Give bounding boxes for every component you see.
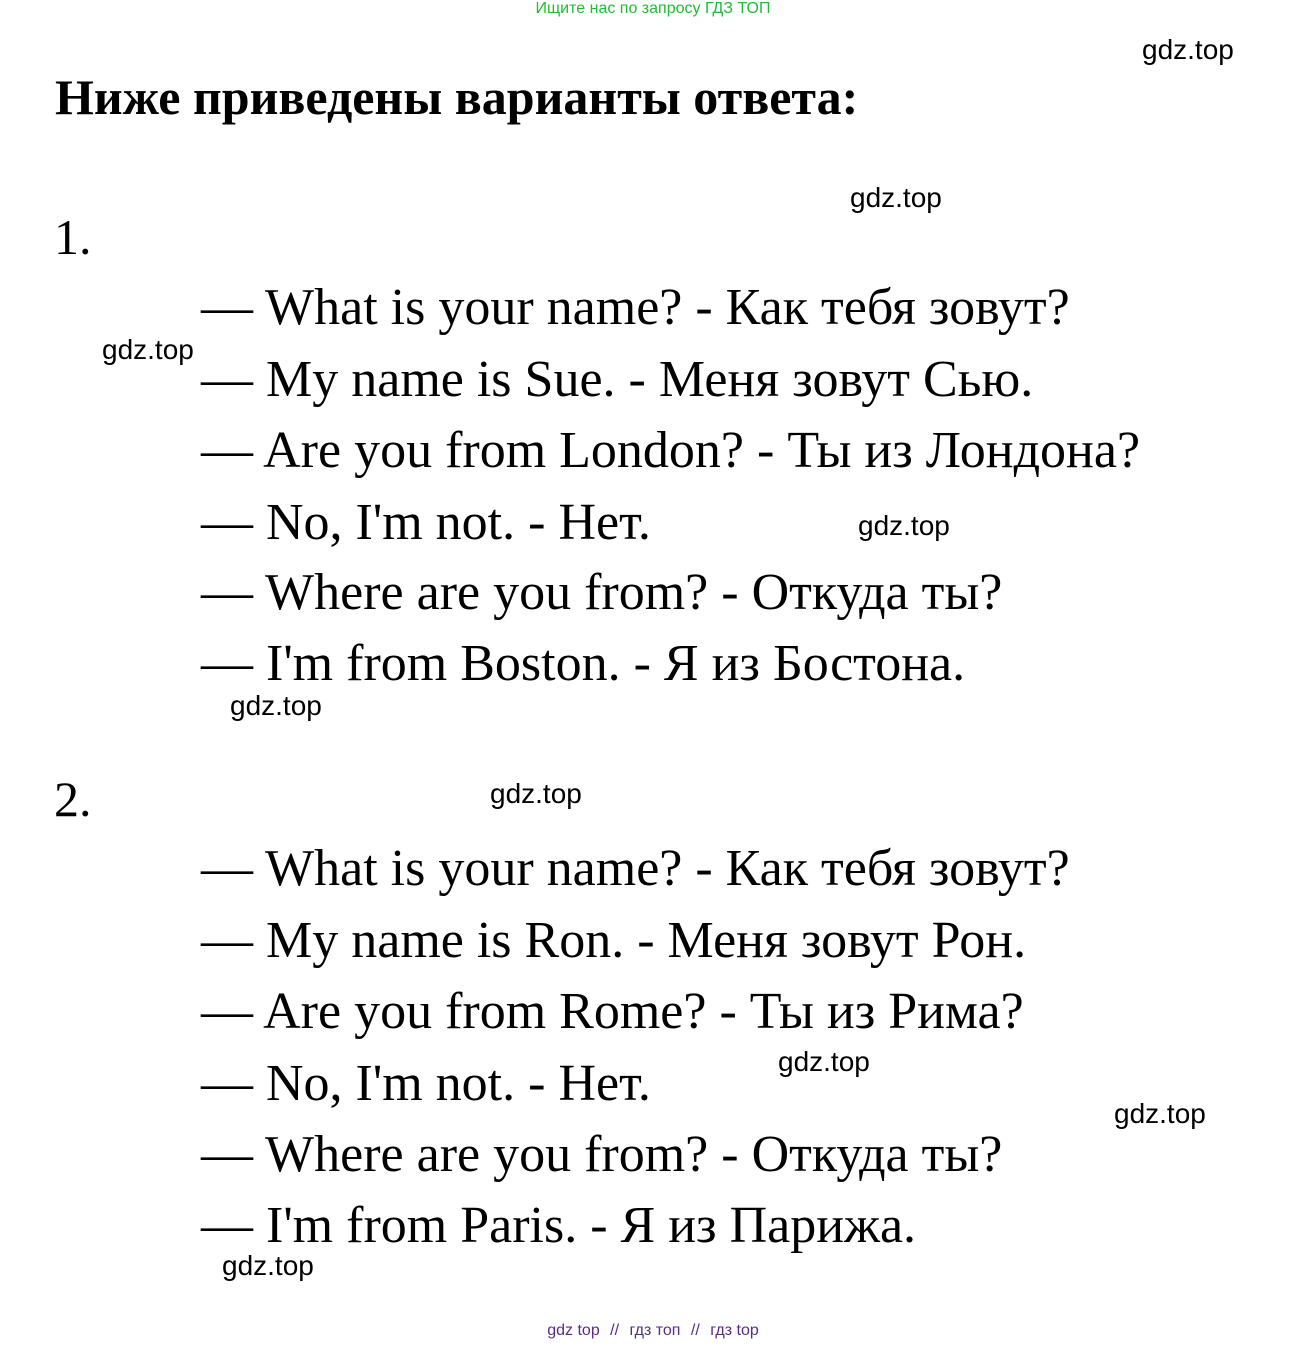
footer-link[interactable]: gdz top — [547, 1322, 600, 1339]
section-number-1: 1. — [54, 209, 92, 265]
dialogue-line: — I'm from Paris. - Я из Парижа. — [201, 1197, 917, 1254]
footer-links — [0, 1322, 1306, 1340]
top-banner: Ищите нас по запросу ГДЗ ТОП — [535, 0, 771, 17]
footer-link[interactable]: гдз топ — [629, 1322, 681, 1339]
footer-link[interactable]: гдз top — [710, 1322, 759, 1339]
dialogue-line: — My name is Ron. - Меня зовут Рон. — [201, 912, 1027, 969]
dialogue-line: — Where are you from? - Откуда ты? — [201, 1126, 1003, 1183]
footer-separator: // — [690, 1322, 700, 1339]
section-number-2: 2. — [54, 771, 92, 827]
dialogue-line: — My name is Sue. - Меня зовут Сью. — [201, 351, 1034, 408]
watermark: gdz.top — [490, 778, 582, 809]
watermark: gdz.top — [858, 510, 950, 541]
watermark: gdz.top — [850, 182, 942, 213]
watermark: gdz.top — [1114, 1098, 1206, 1129]
dialogue-line: — Are you from Rome? - Ты из Рима? — [201, 983, 1024, 1040]
dialogue-line: — No, I'm not. - Нет. — [201, 1055, 651, 1112]
dialogue-line: — Where are you from? - Откуда ты? — [201, 564, 1003, 621]
dialogue-line: — What is your name? - Как тебя зовут? — [201, 279, 1070, 336]
footer-separator: // — [610, 1322, 620, 1339]
watermark: gdz.top — [1142, 34, 1234, 65]
watermark: gdz.top — [222, 1250, 314, 1281]
watermark: gdz.top — [778, 1046, 870, 1077]
watermark: gdz.top — [230, 690, 322, 721]
dialogue-line: — I'm from Boston. - Я из Бостона. — [201, 635, 966, 692]
dialogue-line: — What is your name? - Как тебя зовут? — [201, 840, 1070, 897]
watermark: gdz.top — [102, 334, 194, 365]
page-title: Ниже приведены варианты ответа: — [55, 69, 859, 125]
dialogue-line: — Are you from London? - Ты из Лондона? — [201, 422, 1141, 479]
dialogue-line: — No, I'm not. - Нет. — [201, 494, 651, 551]
